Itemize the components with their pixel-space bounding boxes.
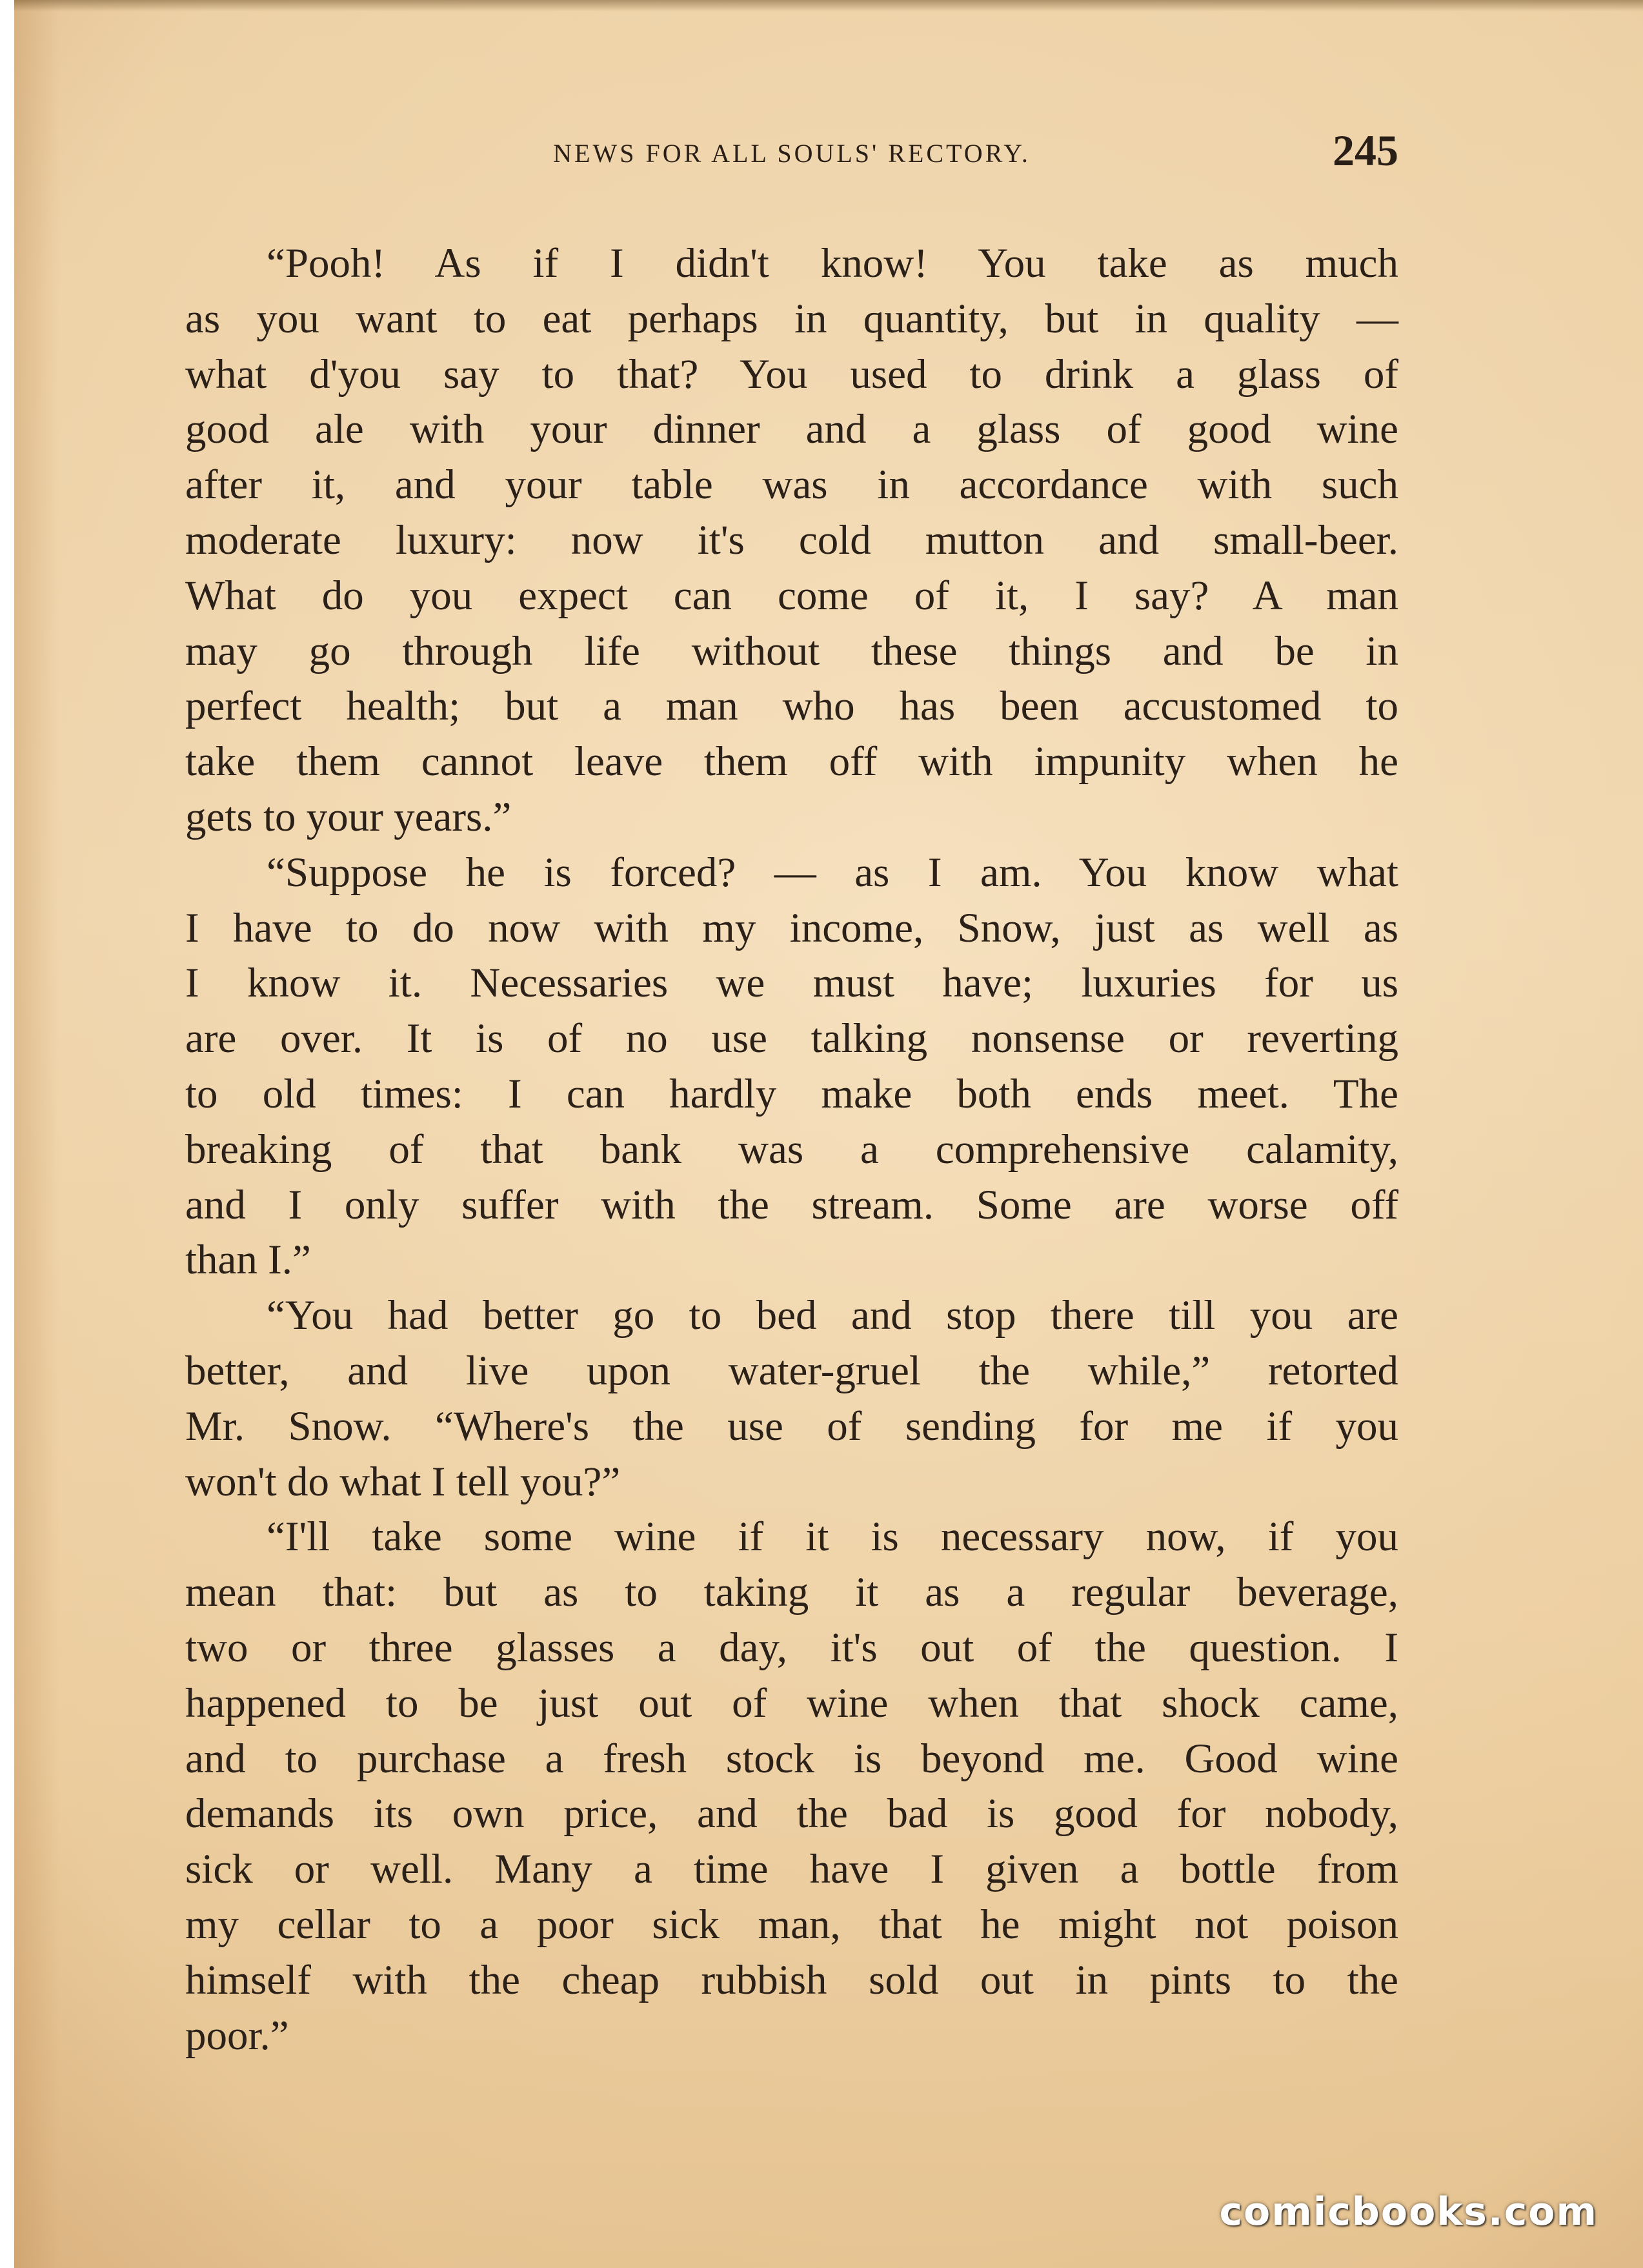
text-line: won't do what I tell you?” — [185, 1458, 621, 1505]
paragraph — [185, 845, 1398, 1288]
book-page — [14, 0, 1643, 2268]
text-line: good ale with your dinner and a glass of good wine — [185, 406, 1398, 453]
text-line: happened to be just out of wine when that shock came, — [185, 1679, 1398, 1726]
text-line: “Pooh! As if I didn't know! You take as much — [267, 240, 1398, 287]
text-line: perfect health; but a man who has been accustomed to — [185, 683, 1398, 730]
watermark: comicbooks.com — [1219, 2189, 1598, 2234]
paragraph — [185, 1288, 1398, 1510]
text-line: I have to do now with my income, Snow, just as well as — [185, 904, 1398, 951]
text-line: “I'll take some wine if it is necessary now, if you — [267, 1514, 1398, 1561]
text-line: than I.” — [185, 1237, 311, 1284]
text-line: and I only suffer with the stream. Some are worse off — [185, 1181, 1398, 1228]
text-line: “Suppose he is forced? — as I am. You know what — [267, 849, 1398, 896]
paragraph — [185, 236, 1398, 845]
text-line: better, and live upon water-gruel the while,” retorted — [185, 1347, 1398, 1394]
body-text — [185, 236, 1398, 2063]
text-line: poor.” — [185, 2012, 289, 2059]
text-line: mean that: but as to taking it as a regular beverage, — [185, 1569, 1398, 1616]
text-line: two or three glasses a day, it's out of the question. I — [185, 1624, 1398, 1671]
running-head: NEWS FOR ALL SOULS' RECTORY. — [553, 139, 1031, 168]
text-line: may go through life without these things and be in — [185, 627, 1398, 674]
text-line: are over. It is of no use talking nonsense or reverting — [185, 1015, 1398, 1062]
text-line: demands its own price, and the bad is good for nobody, — [185, 1790, 1398, 1838]
text-line: as you want to eat perhaps in quantity, but in quality — — [185, 295, 1398, 342]
text-line: I know it. Necessaries we must have; luxuries for us — [185, 960, 1398, 1007]
paragraph — [185, 1510, 1398, 2063]
text-line: “You had better go to bed and stop there till you are — [267, 1292, 1398, 1339]
text-line: breaking of that bank was a comprehensive calamity, — [185, 1126, 1398, 1173]
text-line: himself with the cheap rubbish sold out in pints to the — [185, 1956, 1398, 2003]
text-line: gets to your years.” — [185, 793, 512, 840]
text-line: what d'you say to that? You used to drink a glass of — [185, 350, 1398, 398]
page-number: 245 — [1333, 126, 1398, 175]
text-line: after it, and your table was in accordance with such — [185, 461, 1398, 509]
page-header — [185, 124, 1398, 182]
text-line: sick or well. Many a time have I given a bottle from — [185, 1846, 1398, 1893]
text-line: and to purchase a fresh stock is beyond me. Good wine — [185, 1735, 1398, 1782]
text-line: to old times: I can hardly make both ends meet. The — [185, 1070, 1398, 1117]
text-line: Mr. Snow. “Where's the use of sending for me if you — [185, 1402, 1398, 1450]
text-line: take them cannot leave them off with impunity when he — [185, 738, 1398, 785]
text-line: What do you expect can come of it, I say? A man — [185, 572, 1398, 619]
text-line: my cellar to a poor sick man, that he might not poison — [185, 1901, 1398, 1948]
text-line: moderate luxury: now it's cold mutton and small-beer. — [185, 516, 1398, 563]
